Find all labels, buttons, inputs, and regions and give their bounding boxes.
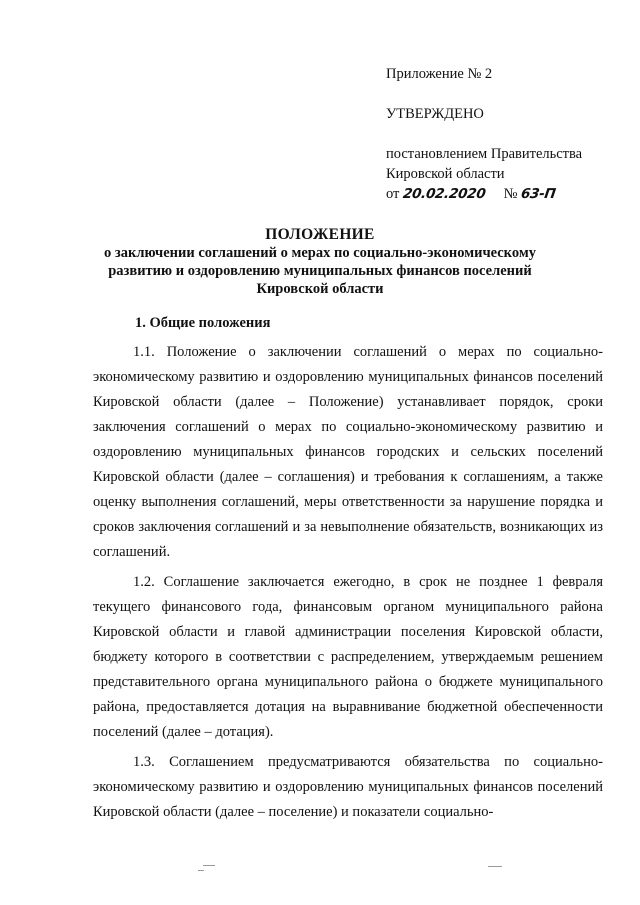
approved-label: УТВЕРЖДЕНО [386, 106, 484, 122]
date-prefix: от [386, 186, 400, 202]
document-subtitle-line-2: развитию и оздоровлению муниципальных финансов поселений [108, 263, 532, 279]
paragraph-1-1: 1.1. Положение о заключении соглашений о мерах по социально-экономическому развитию и оздоровлению муниципальных финансов поселений Кировской области (далее – Положение) устанавливает порядок, сроки заключения соглашений о мерах по социально-экономическому развитию и оздоровлению муниципальных финансов городских и сельских поселений Кировской области (далее – соглашения) и требования к соглашениям, а также оценку выполнения соглашений, меры ответственности за нарушение порядка и сроков заключения соглашений и за невыполнение обязательств, возникающих из соглашений. [93, 344, 603, 560]
decree-date: 20.02.2020 [401, 186, 487, 202]
approval-stamp-block [386, 64, 626, 204]
number-prefix: № [503, 186, 518, 202]
document-title-block [0, 226, 640, 298]
document-subtitle-line-1: о заключении соглашений о мерах по социально-экономическому [104, 245, 536, 261]
section-body [93, 340, 603, 830]
document-subtitle-line-3: Кировской области [256, 281, 384, 297]
decree-line-1: постановлением Правительства [386, 146, 583, 162]
paragraph-1-3: 1.3. Соглашением предусматриваются обязательства по социально-экономическому развитию и оздоровлению муниципальных финансов поселений Кировской области (далее – поселение) и показатели социально- [93, 754, 603, 820]
decree-number: 63-П [519, 186, 557, 202]
section-heading: 1. Общие положения [135, 315, 271, 331]
paragraph-1-2: 1.2. Соглашение заключается ежегодно, в срок не позднее 1 февраля текущего финансового года, финансовым органом муниципального района Кировской области и главой администрации поселения Кировской области, бюджету которого в соответствии с распределением, утверждаемым решением представительного органа муниципального района о бюджете муниципального района, предоставляется дотация на выравнивание бюджетной обеспеченности поселений (далее – дотация). [93, 574, 603, 740]
decree-date-line [386, 184, 626, 204]
decree-line-2: Кировской области [386, 166, 505, 182]
document-title: ПОЛОЖЕНИЕ [265, 226, 375, 243]
appendix-label: Приложение № 2 [386, 66, 493, 82]
